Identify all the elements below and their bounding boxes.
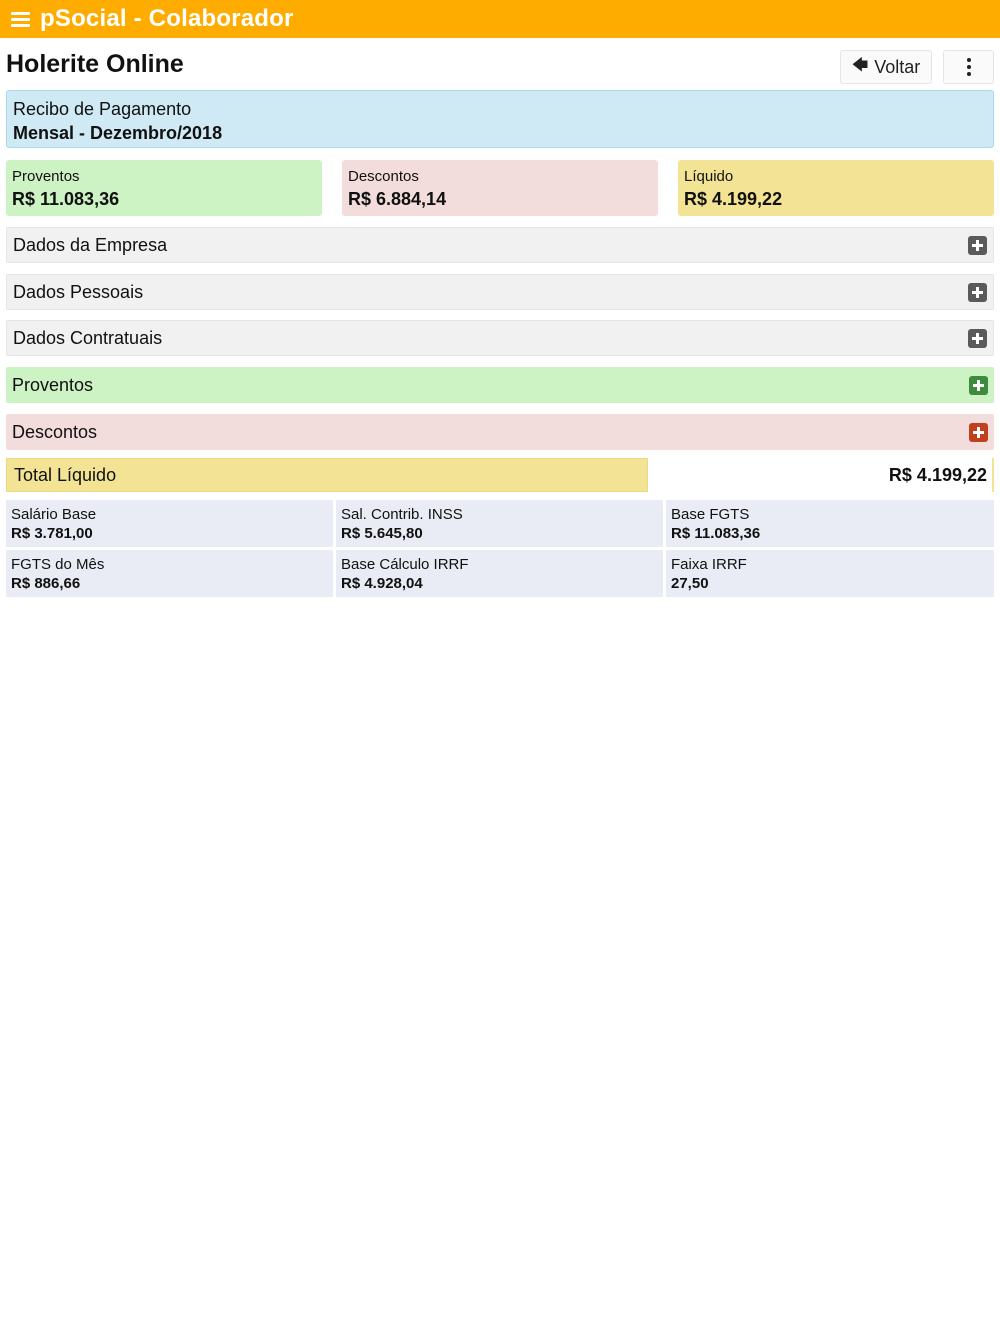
hamburger-menu-icon[interactable] — [11, 12, 30, 27]
base-cell-base-fgts — [666, 500, 994, 547]
app-top-bar — [0, 0, 1000, 38]
expand-plus-icon[interactable] — [969, 423, 988, 442]
summary-label: Descontos — [348, 168, 419, 185]
section-dados-contratuais[interactable] — [6, 320, 994, 356]
bases-grid — [6, 500, 994, 597]
base-value: R$ 886,66 — [11, 575, 81, 592]
summary-value: R$ 6.884,14 — [348, 189, 447, 209]
page-title: Holerite Online — [6, 49, 184, 78]
summary-value: R$ 4.199,22 — [684, 189, 783, 209]
arrow-left-icon: 🡄 — [851, 56, 869, 74]
base-label: FGTS do Mês — [11, 556, 105, 573]
base-value: R$ 11.083,36 — [671, 525, 761, 542]
back-button[interactable] — [840, 50, 932, 84]
base-cell-sal-contrib-inss — [336, 500, 663, 547]
expand-plus-icon[interactable] — [968, 236, 987, 255]
base-value: 27,50 — [671, 575, 709, 592]
summary-cards — [6, 160, 994, 216]
receipt-title: Recibo de Pagamento — [13, 99, 192, 119]
section-label: Proventos — [12, 374, 94, 395]
base-value: R$ 5.645,80 — [341, 525, 423, 542]
section-dados-pessoais[interactable] — [6, 274, 994, 310]
section-label: Dados da Empresa — [13, 234, 168, 255]
summary-label: Proventos — [12, 168, 80, 185]
total-liquido-value: R$ 4.199,22 — [888, 464, 987, 485]
base-cell-salario-base — [6, 500, 333, 547]
app-title: pSocial - Colaborador — [40, 5, 294, 32]
more-vertical-icon — [967, 58, 971, 76]
base-value: R$ 3.781,00 — [11, 525, 93, 542]
summary-card-liquido — [678, 160, 994, 216]
summary-card-descontos — [342, 160, 658, 216]
summary-label: Líquido — [684, 168, 734, 185]
more-options-button[interactable] — [943, 50, 994, 84]
base-cell-fgts-mes — [6, 550, 333, 597]
base-label: Salário Base — [11, 506, 97, 523]
base-label: Sal. Contrib. INSS — [341, 506, 463, 523]
expand-plus-icon[interactable] — [968, 329, 987, 348]
section-descontos[interactable] — [6, 414, 994, 450]
expand-plus-icon[interactable] — [969, 376, 988, 395]
section-dados-empresa[interactable] — [6, 227, 994, 263]
back-button-label: Voltar — [874, 56, 921, 77]
base-label: Base Cálculo IRRF — [341, 556, 469, 573]
summary-value: R$ 11.083,36 — [12, 189, 120, 209]
base-cell-base-calculo-irrf — [336, 550, 663, 597]
base-label: Faixa IRRF — [671, 556, 747, 573]
receipt-period: Mensal - Dezembro/2018 — [13, 123, 223, 143]
receipt-info-box — [6, 90, 994, 148]
base-value: R$ 4.928,04 — [341, 575, 423, 592]
summary-card-proventos — [6, 160, 322, 216]
section-proventos[interactable] — [6, 367, 994, 403]
total-liquido-label: Total Líquido — [6, 458, 648, 492]
total-liquido-row — [6, 458, 994, 492]
page-header — [0, 38, 1000, 90]
expand-plus-icon[interactable] — [968, 283, 987, 302]
section-label: Dados Contratuais — [13, 327, 163, 348]
base-cell-faixa-irrf — [666, 550, 994, 597]
section-label: Dados Pessoais — [13, 281, 144, 302]
section-label: Descontos — [12, 421, 98, 442]
base-label: Base FGTS — [671, 506, 750, 523]
